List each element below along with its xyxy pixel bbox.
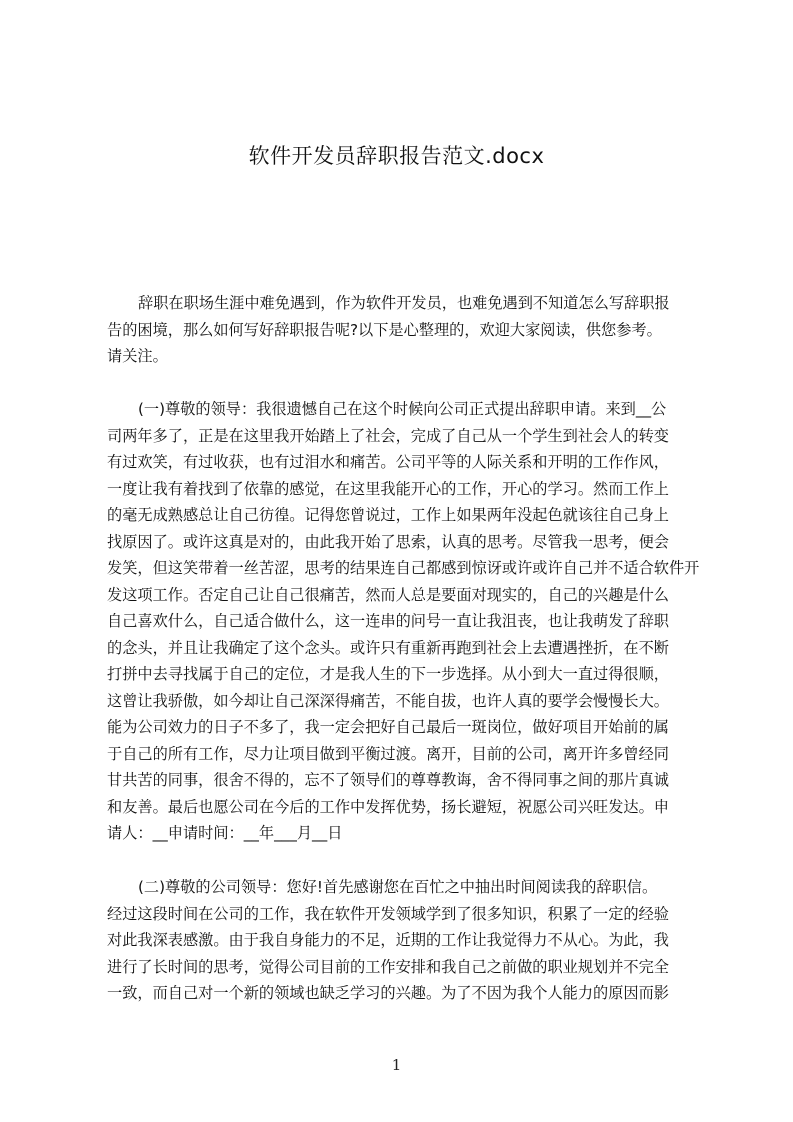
paragraph-line: 找原因了。或许这真是对的，由此我开始了思索，认真的思考。尽管我一思考，便会 [107,532,669,551]
document-title: 软件开发员辞职报告范文.docx [248,144,545,168]
page-number: 1 [391,1056,402,1074]
paragraph-line: 发这项工作。否定自己让自己很痛苦，然而人总是要面对现实的，自己的兴趣是什么 [107,585,669,604]
paragraph-line: 发笑，但这笑带着一丝苦涩，思考的结果连自己都感到惊讶或许或许自己并不适合软件开 [107,559,699,577]
paragraph-intro [107,290,699,370]
paragraph-line: 告的困境，那么如何写好辞职报告呢?以下是心整理的，欢迎大家阅读，供您参考。 [107,320,662,339]
paragraph-line: 甘共苦的同事，很舍不得的，忘不了领导们的尊尊教诲，舍不得同事之间的那片真诚 [107,771,669,789]
paragraph-letter-one [107,396,699,847]
paragraph-line: 这曾让我骄傲，如今却让自己深深得痛苦，不能自拔，也许人真的要学会慢慢长大。 [107,691,669,710]
paragraph-line: 的念头，并且让我确定了这个念头。或许只有重新再跑到社会上去遭遇挫折，在不断 [107,638,669,657]
paragraph-line: (一)尊敬的领导：我很遗憾自己在这个时候向公司正式提出辞职申请。来到__公 [138,400,667,418]
paragraph-line: 请关注。 [107,347,168,365]
paragraph-line: 一致，而自己对一个新的领域也缺乏学习的兴趣。为了不因为我个人能力的原因而影 [107,984,669,1002]
paragraph-line: 于自己的所有工作，尽力让项目做到平衡过渡。离开，目前的公司，离开许多曾经同 [107,744,669,763]
paragraph-line: 司两年多了，正是在这里我开始踏上了社会，完成了自己从一个学生到社会人的转变 [107,426,669,445]
paragraph-line: 对此我深表感激。由于我自身能力的不足，近期的工作让我觉得力不从心。为此，我 [107,931,669,949]
paragraph-line: 自己喜欢什么，自己适合做什么，这一连串的问号一直让我沮丧，也让我萌发了辞职 [107,612,669,630]
paragraph-line: 进行了长时间的思考，觉得公司目前的工作安排和我自己之前做的职业规划并不完全 [107,957,669,976]
paragraph-line: 能为公司效力的日子不多了，我一定会把好自己最后一斑岗位，做好项目开始前的属 [107,718,669,736]
paragraph-line: (二)尊敬的公司领导：您好!首先感谢您在百忙之中抽出时间阅读我的辞职信。 [138,878,658,896]
paragraph-line: 经过这段时间在公司的工作，我在软件开发领域学到了很多知识，积累了一定的经验 [107,904,669,923]
paragraph-line: 和友善。最后也愿公司在今后的工作中发挥优势，扬长避短，祝愿公司兴旺发达。申 [107,797,669,816]
paragraph-line: 有过欢笑，有过收获，也有过泪水和痛苦。公司平等的人际关系和开明的工作作风， [107,453,669,471]
paragraph-line: 一度让我有着找到了依靠的感觉，在这里我能开心的工作，开心的学习。然而工作上 [107,479,669,498]
paragraph-line: 辞职在职场生涯中难免遇到，作为软件开发员，也难免遇到不知道怎么写辞职报 [138,294,670,312]
paragraph-line: 请人：__申请时间：__年___月__日 [107,824,343,842]
paragraph-letter-two [107,874,699,1007]
paragraph-line: 打拼中去寻找属于自己的定位，才是我人生的下一步选择。从小到大一直过得很顺， [107,665,669,683]
paragraph-line: 的毫无成熟感总让自己彷徨。记得您曾说过，工作上如果两年没起色就该往自己身上 [107,506,669,524]
